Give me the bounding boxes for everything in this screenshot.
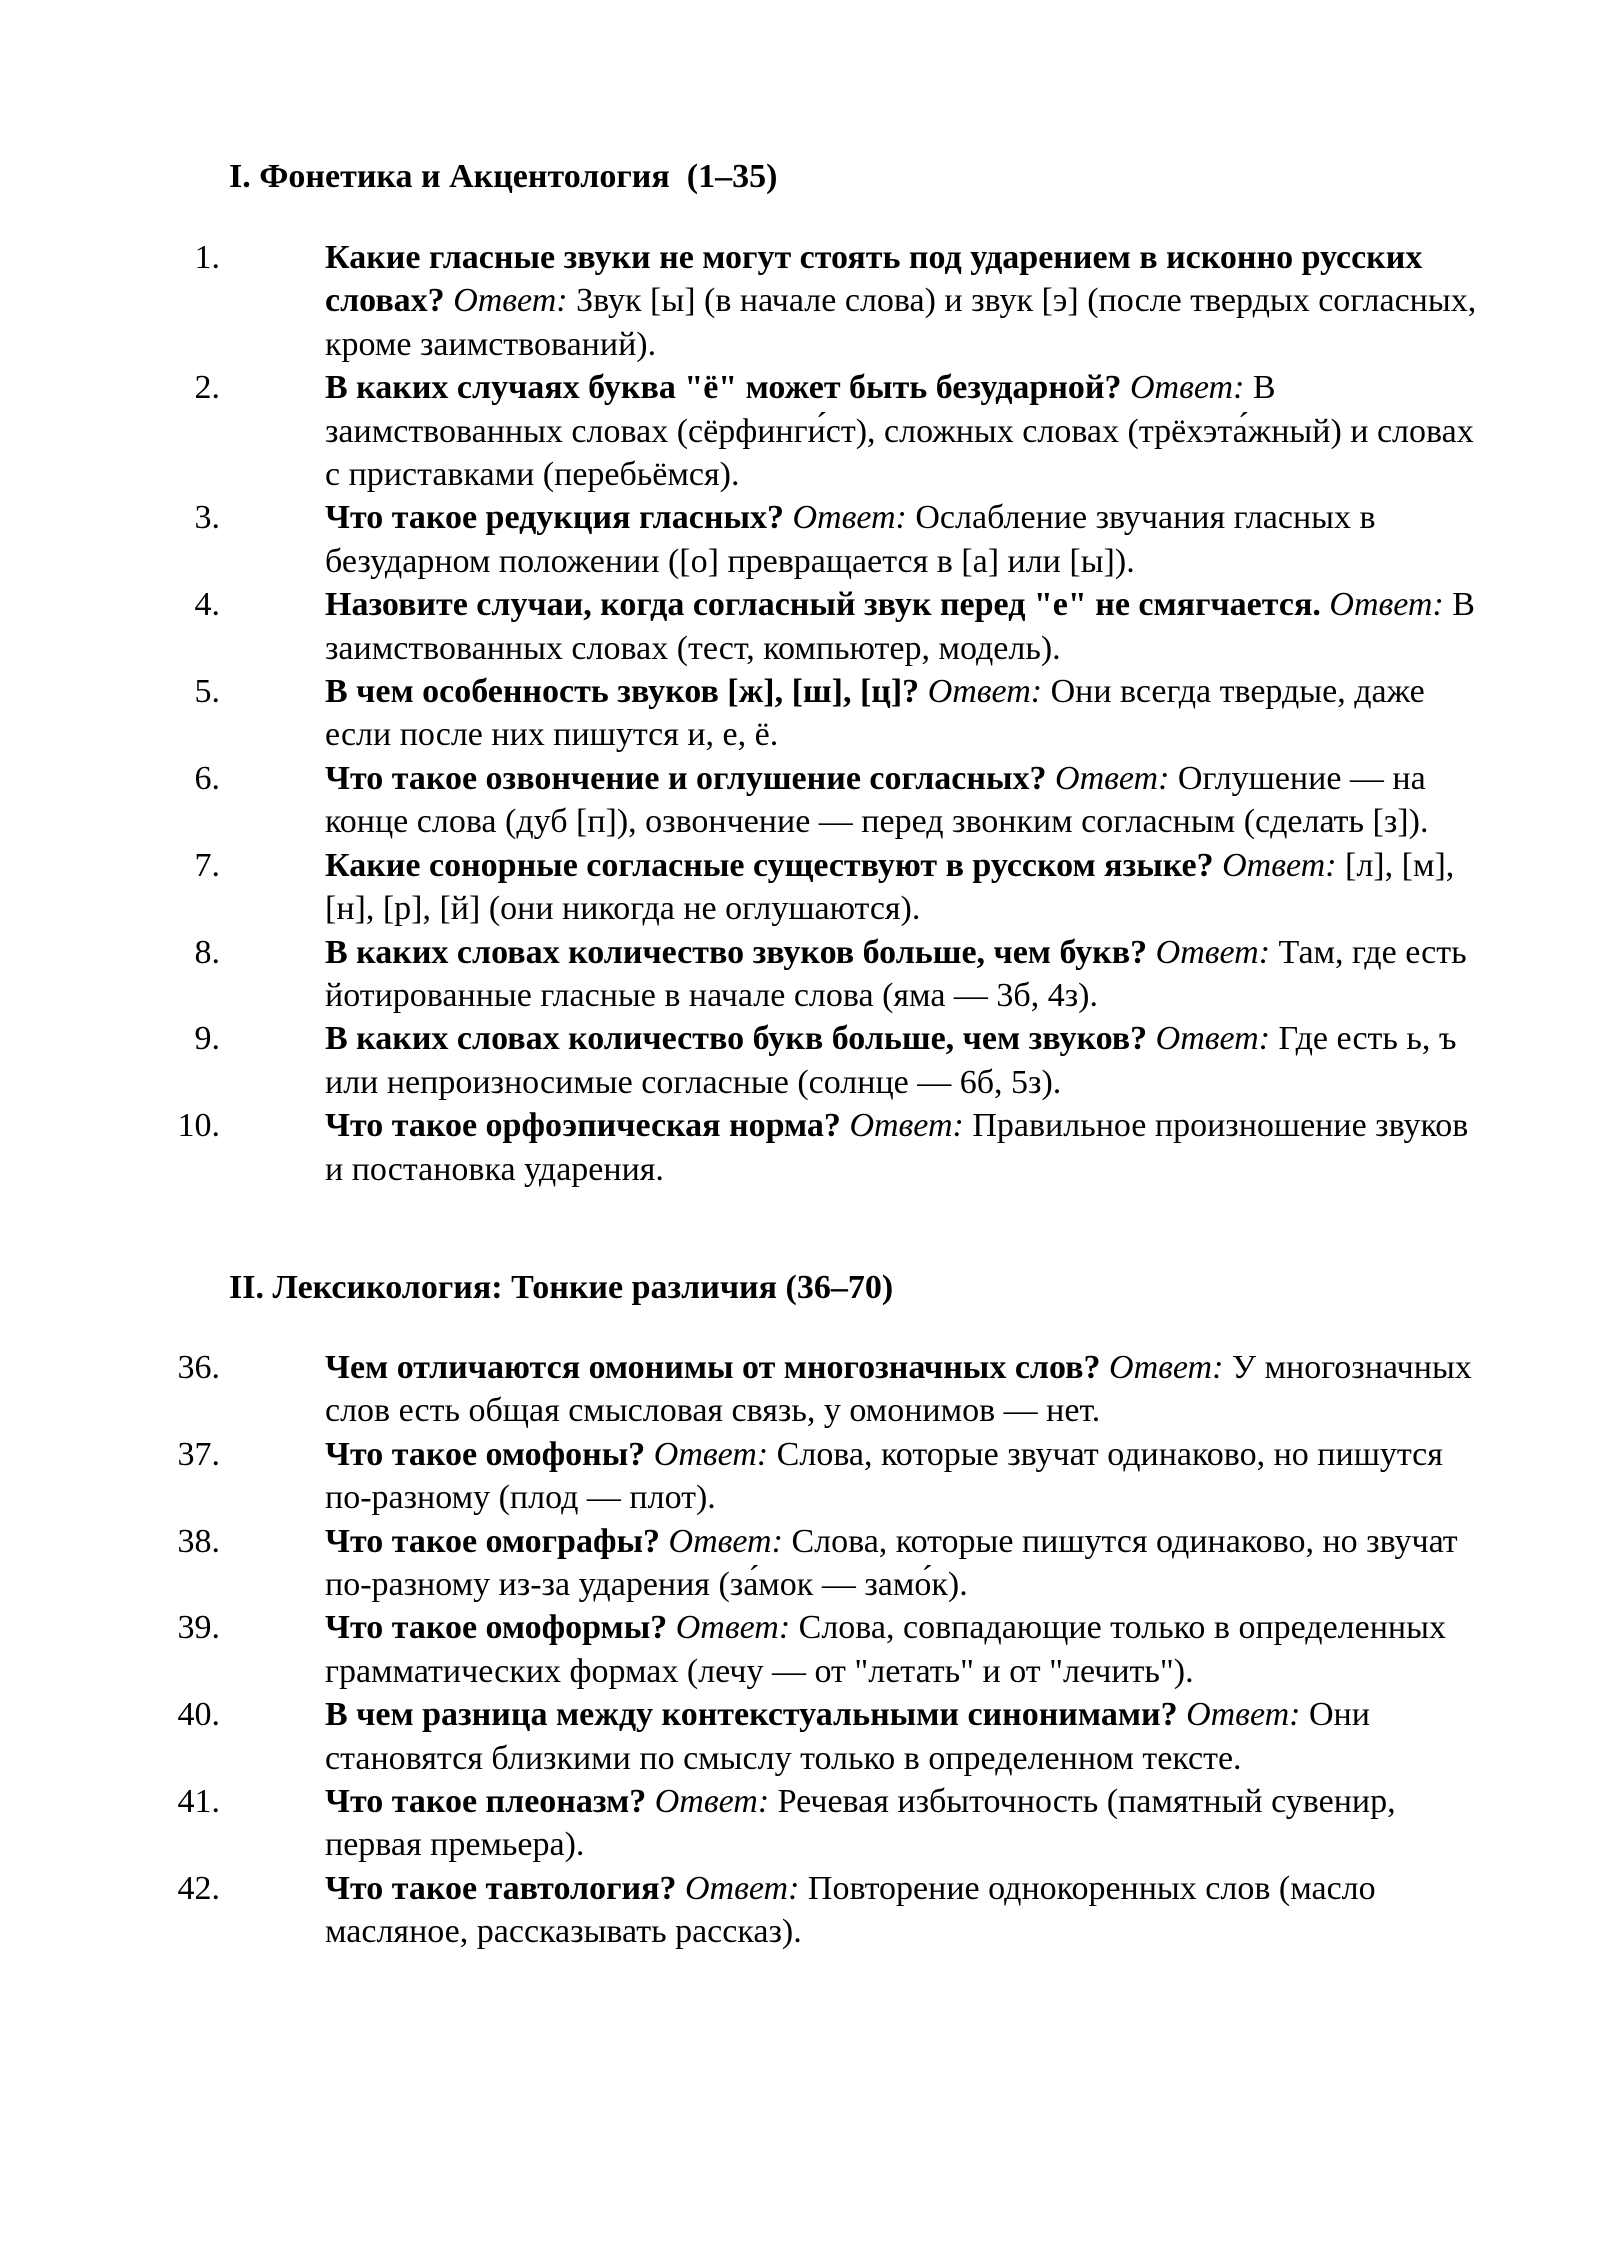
answer-label: Ответ: [1222, 846, 1337, 884]
question-item [0, 757, 1495, 844]
question-text: Что такое омофоны? [325, 1435, 646, 1473]
item-number: 39. [177, 1609, 220, 1647]
question-text: В чем особенность звуков [ж], [ш], [ц]? [325, 673, 920, 711]
question-text: Что такое озвончение и оглушение согласных? [325, 759, 1047, 797]
question-text: В каких словах количество букв больше, чем звуков? [325, 1020, 1148, 1058]
answer-label: Ответ: [1130, 369, 1245, 407]
section-heading-lexicology: II. Лексикология: Тонкие различия (36–70) [229, 1269, 894, 1306]
answer-label: Ответ: [849, 1107, 964, 1145]
answer-text: Слова, которые пишутся одинаково, но звучат по-разному из-за ударения (за́мок — замо́к). [325, 1522, 1458, 1604]
answer-text: Там, где есть йотированные гласные в начале слова (яма — 3б, 4з). [325, 933, 1467, 1014]
question-text: В каких словах количество звуков больше, чем букв? [325, 933, 1148, 971]
question-item [0, 1867, 1495, 1954]
question-text: Что такое орфоэпическая норма? [325, 1107, 841, 1145]
question-item [0, 931, 1495, 1018]
item-number: 7. [194, 846, 220, 884]
item-number: 9. [194, 1020, 220, 1058]
question-item [0, 670, 1495, 757]
question-item [0, 236, 1495, 366]
question-text: Что такое редукция гласных? [325, 499, 784, 537]
answer-text: Оглушение — на конце слова (дуб [п]), озвончение — перед звонким согласным (сделать [з]). [325, 759, 1429, 841]
answer-text: Повторение однокоренных слов (масло масляное, рассказывать рассказ). [325, 1869, 1376, 1951]
answer-text: Правильное произношение звуков и постановка ударения. [325, 1107, 1469, 1188]
item-number: 2. [194, 369, 220, 407]
item-number: 3. [194, 499, 220, 537]
question-text: Чем отличаются омонимы от многозначных слов? [325, 1349, 1101, 1386]
answer-text: У многозначных слов есть общая смысловая связь, у омонимов — нет. [325, 1349, 1472, 1430]
question-item [0, 496, 1495, 583]
question-list-lexicology [0, 1346, 1495, 1954]
question-item [0, 844, 1495, 931]
question-text: В чем разница между контекстуальными синонимами? [325, 1696, 1178, 1734]
answer-text: Ослабление звучания гласных в безударном положении ([о] превращается в [а] или [ы]). [325, 499, 1376, 580]
answer-text: Они становятся близкими по смыслу только в определенном тексте. [325, 1696, 1370, 1777]
answer-label: Ответ: [453, 282, 568, 320]
answer-label: Ответ: [792, 499, 907, 537]
question-text: Какие гласные звуки не могут стоять под ударением в исконно русских словах? [325, 239, 1423, 320]
answer-label: Ответ: [654, 1783, 770, 1821]
answer-label: Ответ: [1329, 586, 1444, 624]
answer-label: Ответ: [1109, 1349, 1224, 1386]
item-number: 41. [177, 1783, 220, 1821]
answer-text: Звук [ы] (в начале слова) и звук [э] (после твердых согласных, кроме заимствований). [325, 282, 1477, 363]
answer-label: Ответ: [675, 1609, 791, 1647]
answer-text: Они всегда твердые, даже если после них пишутся и, е, ё. [325, 673, 1425, 754]
question-list-phonetics [0, 236, 1495, 1191]
answer-label: Ответ: [685, 1869, 800, 1907]
answer-text: Слова, которые звучат одинаково, но пишутся по-разному (плод — плот). [325, 1435, 1443, 1517]
question-item [0, 1017, 1495, 1104]
item-number: 6. [194, 759, 220, 797]
item-number: 5. [194, 673, 220, 711]
answer-label: Ответ: [653, 1435, 769, 1473]
answer-text: В заимствованных словах (сёрфинги́ст), сложных словах (трёхэта́жный) и словах с приставками (перебьёмся). [325, 369, 1474, 494]
question-item [0, 1780, 1495, 1867]
answer-label: Ответ: [927, 673, 1043, 711]
item-number: 37. [177, 1435, 220, 1473]
question-item [0, 366, 1495, 496]
question-text: Что такое омоформы? [325, 1609, 668, 1647]
question-item [0, 1433, 1495, 1520]
answer-text: Где есть ь, ъ или непроизносимые согласные (солнце — 6б, 5з). [325, 1020, 1457, 1101]
answer-text: [л], [м], [н], [р], [й] (они никогда не оглушаются). [325, 846, 1455, 928]
question-text: Что такое плеоназм? [325, 1783, 647, 1821]
item-number: 40. [177, 1696, 220, 1734]
question-item [0, 1346, 1495, 1433]
answer-label: Ответ: [1155, 933, 1271, 971]
answer-text: Речевая избыточность (памятный сувенир, первая премьера). [325, 1783, 1396, 1864]
answer-label: Ответ: [668, 1522, 783, 1560]
answer-label: Ответ: [1186, 1696, 1301, 1734]
question-item [0, 1104, 1495, 1191]
item-number: 10. [177, 1107, 220, 1145]
item-number: 42. [177, 1869, 220, 1907]
question-text: Какие сонорные согласные существуют в русском языке? [325, 846, 1214, 884]
item-number: 8. [194, 933, 220, 971]
question-item [0, 1520, 1495, 1607]
section-heading-phonetics: I. Фонетика и Акцентология (1–35) [229, 158, 778, 195]
answer-label: Ответ: [1155, 1020, 1271, 1058]
answer-text: В заимствованных словах (тест, компьютер, модель). [325, 586, 1475, 667]
question-text: Что такое тавтология? [325, 1869, 677, 1907]
item-number: 36. [177, 1349, 220, 1386]
question-item [0, 1693, 1495, 1780]
question-text: Что такое омографы? [325, 1522, 661, 1560]
question-item [0, 583, 1495, 670]
answer-label: Ответ: [1055, 759, 1170, 797]
item-number: 38. [177, 1522, 220, 1560]
question-text: В каких случаях буква "ё" может быть безударной? [325, 369, 1122, 407]
question-item [0, 1606, 1495, 1693]
question-text: Назовите случаи, когда согласный звук перед "е" не смягчается. [325, 586, 1321, 624]
answer-text: Слова, совпадающие только в определенных грамматических формах (лечу — от "летать" и от "лечить"). [325, 1609, 1446, 1690]
item-number: 4. [194, 586, 220, 624]
item-number: 1. [194, 239, 220, 276]
